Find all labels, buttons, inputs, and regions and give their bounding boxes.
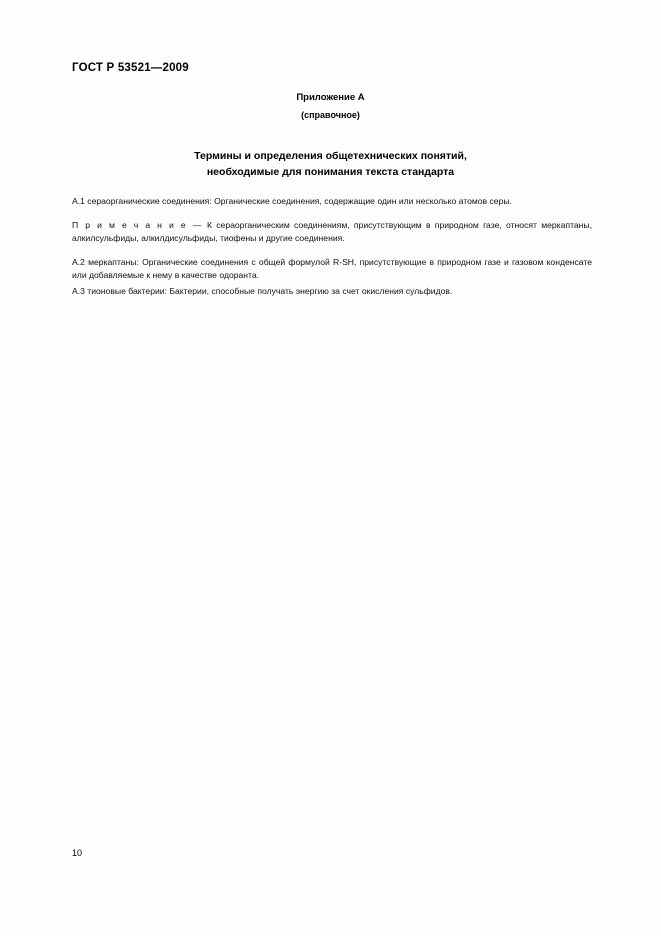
- annex-label: Приложение А: [296, 92, 365, 103]
- page-title-line-2: необходимые для понимания текста стандарта: [206, 166, 455, 178]
- note-text: К сераорганическим соединениям, присутствующим в природном газе, относят меркаптаны, алкилсульфиды, алкилдисульфиды, тиофены и другие соединения.: [72, 219, 592, 244]
- definition-a3: А.3 тионовые бактерии: Бактерии, способные получать энергию за счет окисления сульфидов.: [72, 285, 453, 296]
- standard-header: ГОСТ Р 53521—2009: [72, 62, 189, 74]
- body-content: [72, 195, 592, 309]
- page-title: [0, 148, 661, 180]
- note-paragraph: [72, 219, 592, 246]
- annex-kind: (справочное): [301, 110, 360, 120]
- page-number: 10: [72, 848, 83, 858]
- note-prefix: П р и м е ч а н и е —: [72, 219, 203, 230]
- definition-a2: А.2 меркаптаны: Органические соединения с общей формулой R-SH, присутствующие в природном газе и газовом конденсате или добавляемые к нему в качестве одоранта.: [72, 256, 592, 281]
- page-title-line-1: Термины и определения общетехнических понятий,: [194, 150, 467, 162]
- definition-a1: А.1 сераорганические соединения: Органические соединения, содержащие один или несколько атомов серы.: [72, 196, 512, 206]
